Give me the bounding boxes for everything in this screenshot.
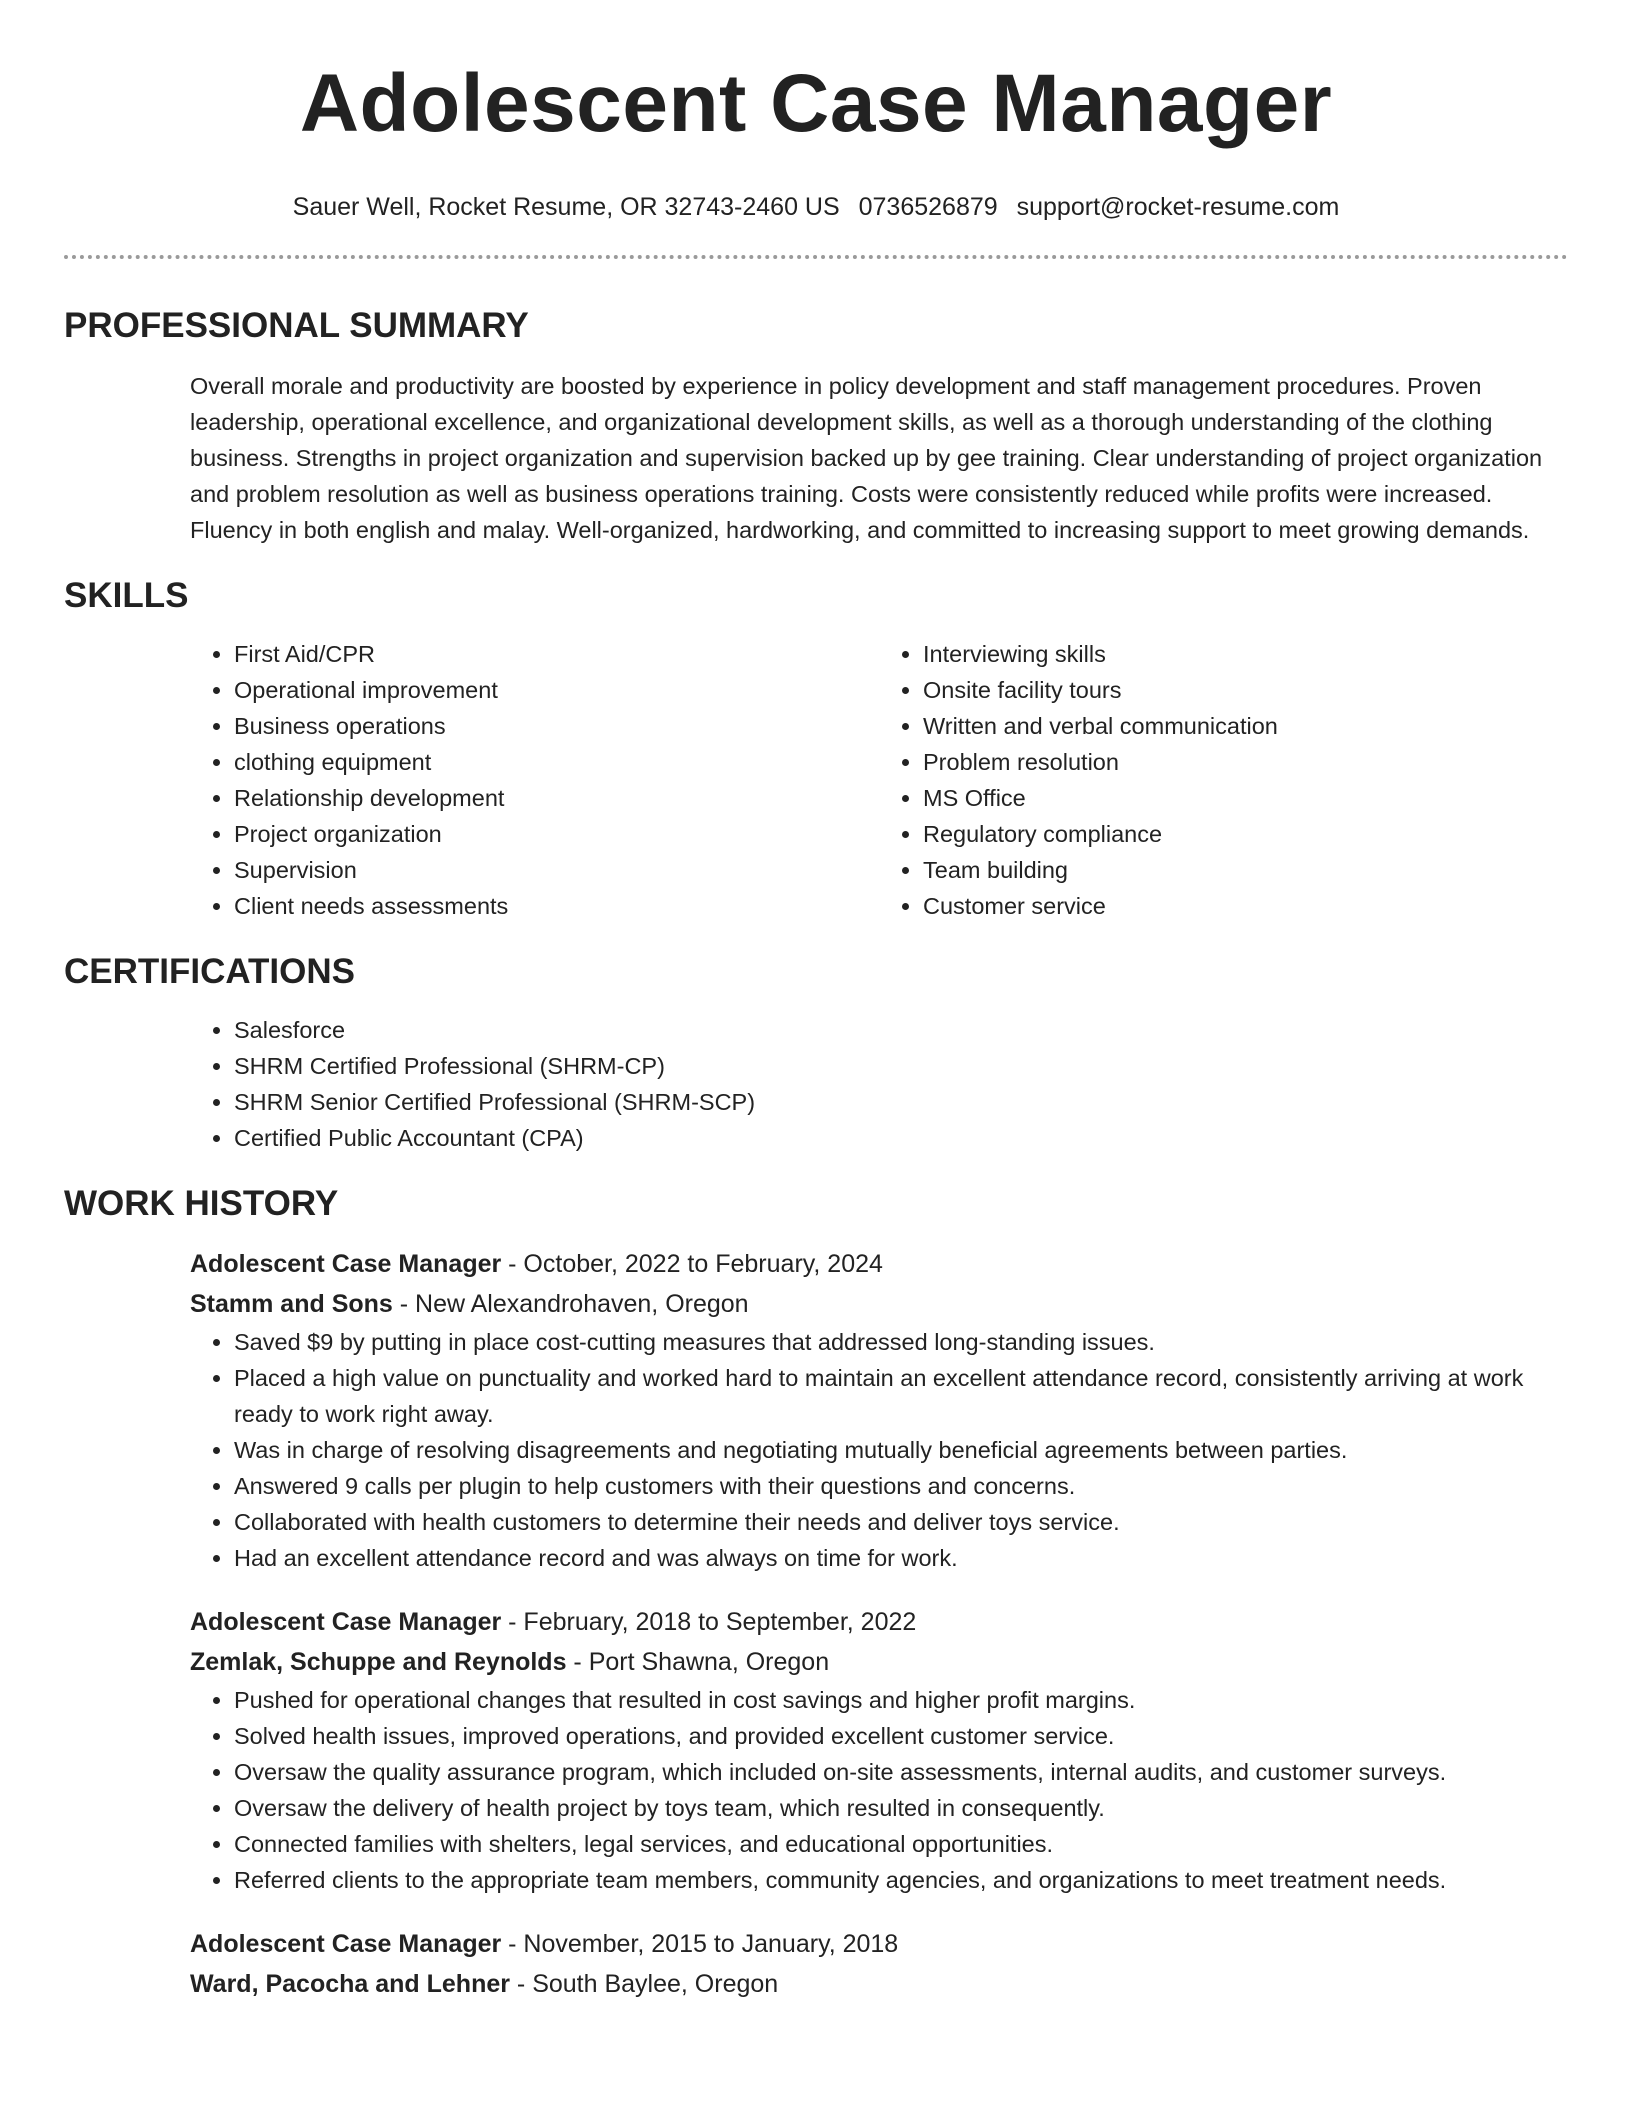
- resume-title: Adolescent Case Manager: [299, 58, 1333, 149]
- job-company-line: [190, 1964, 1568, 2004]
- job-duty-item: • Pushed for operational changes that resulted in cost savings and higher profit margins.: [234, 1682, 1568, 1718]
- job-role: Adolescent Case Manager: [190, 1930, 502, 1958]
- job-duty-item: • Placed a high value on punctuality and worked hard to maintain an excellent attendance record, consistently arriving at work ready to work right away.: [234, 1360, 1568, 1432]
- skill-item: • Supervision: [234, 852, 879, 888]
- contact-line: [64, 192, 1568, 222]
- skill-item: • Interviewing skills: [923, 636, 1568, 672]
- skills-heading: SKILLS: [64, 576, 189, 615]
- certification-item: • Salesforce: [234, 1012, 1568, 1048]
- skill-item: • Business operations: [234, 708, 879, 744]
- job-duty-item: • Saved $9 by putting in place cost-cutting measures that addressed long-standing issues.: [234, 1324, 1568, 1360]
- summary-section: [190, 368, 1568, 548]
- job-duty-item: • Had an excellent attendance record and was always on time for work.: [234, 1540, 1568, 1576]
- skill-item: • Team building: [923, 852, 1568, 888]
- job-company: Zemlak, Schuppe and Reynolds: [190, 1648, 567, 1676]
- skill-item: • Project organization: [234, 816, 879, 852]
- skills-list-left: [190, 636, 879, 924]
- summary-heading: PROFESSIONAL SUMMARY: [64, 306, 529, 345]
- job-company-line: [190, 1284, 1568, 1324]
- certification-item: • SHRM Senior Certified Professional (SHRM-SCP): [234, 1084, 1568, 1120]
- contact-phone: 0736526879: [858, 193, 998, 221]
- job-duty-item: • Connected families with shelters, legal services, and educational opportunities.: [234, 1826, 1568, 1862]
- job-duty-item: • Oversaw the quality assurance program, which included on-site assessments, internal audits, and customer surveys.: [234, 1754, 1568, 1790]
- job-dates: - November, 2015 to January, 2018: [501, 1930, 899, 1958]
- skill-item: • Regulatory compliance: [923, 816, 1568, 852]
- header-divider: [64, 255, 1568, 259]
- job-duties-list: [190, 1682, 1568, 1898]
- job-dates: - February, 2018 to September, 2022: [501, 1608, 917, 1636]
- skill-item: • Relationship development: [234, 780, 879, 816]
- job-duty-item: • Oversaw the delivery of health project by toys team, which resulted in consequently.: [234, 1790, 1568, 1826]
- job-title-line: [190, 1602, 1568, 1642]
- certifications-heading: CERTIFICATIONS: [64, 952, 356, 991]
- certifications-section: [190, 1012, 1568, 1156]
- skill-item: • First Aid/CPR: [234, 636, 879, 672]
- skill-item: • Problem resolution: [923, 744, 1568, 780]
- job-duty-item: • Was in charge of resolving disagreements and negotiating mutually beneficial agreements between parties.: [234, 1432, 1568, 1468]
- skills-grid: [190, 636, 1568, 924]
- contact-email: support@rocket-resume.com: [1016, 193, 1340, 221]
- certification-item: • SHRM Certified Professional (SHRM-CP): [234, 1048, 1568, 1084]
- job-duty-item: • Solved health issues, improved operations, and provided excellent customer service.: [234, 1718, 1568, 1754]
- certification-item: • Certified Public Accountant (CPA): [234, 1120, 1568, 1156]
- summary-text: Overall morale and productivity are boosted by experience in policy development and staff management procedures. Proven leadership, operational excellence, and organizational development skills, as well as a thorough understanding of the clothing business. Strengths in project organization and supervision backed up by gee training. Clear understanding of project organization and problem resolution as well as business operations training. Costs were consistently reduced while profits were increased. Fluency in both english and malay. Well-organized, hardworking, and committed to increasing support to meet growing demands.: [190, 373, 1543, 543]
- job-location: - New Alexandrohaven, Oregon: [392, 1290, 749, 1318]
- skill-item: • Client needs assessments: [234, 888, 879, 924]
- work-history-section: [190, 1244, 1568, 2004]
- job-role: Adolescent Case Manager: [190, 1608, 502, 1636]
- job-duty-item: • Collaborated with health customers to determine their needs and deliver toys service.: [234, 1504, 1568, 1540]
- job-entry: [190, 1602, 1568, 1898]
- skill-item: • clothing equipment: [234, 744, 879, 780]
- resume-page: [64, 0, 1568, 2004]
- certifications-list: [190, 1012, 1568, 1156]
- job-entry: [190, 1924, 1568, 2004]
- job-title-line: [190, 1924, 1568, 1964]
- skill-item: • Customer service: [923, 888, 1568, 924]
- skills-section: [190, 636, 1568, 924]
- job-company: Ward, Pacocha and Lehner: [190, 1970, 510, 1998]
- skills-list-right: [879, 636, 1568, 924]
- job-company: Stamm and Sons: [190, 1290, 393, 1318]
- skill-item: • MS Office: [923, 780, 1568, 816]
- skill-item: • Onsite facility tours: [923, 672, 1568, 708]
- skill-item: • Operational improvement: [234, 672, 879, 708]
- work-history-heading: WORK HISTORY: [64, 1184, 339, 1223]
- job-company-line: [190, 1642, 1568, 1682]
- job-title-line: [190, 1244, 1568, 1284]
- job-duty-item: • Answered 9 calls per plugin to help customers with their questions and concerns.: [234, 1468, 1568, 1504]
- contact-address: Sauer Well, Rocket Resume, OR 32743-2460 US: [292, 193, 840, 221]
- skill-item: • Written and verbal communication: [923, 708, 1568, 744]
- job-role: Adolescent Case Manager: [190, 1250, 502, 1278]
- job-dates: - October, 2022 to February, 2024: [501, 1250, 883, 1278]
- job-location: - Port Shawna, Oregon: [566, 1648, 830, 1676]
- job-entry: [190, 1244, 1568, 1576]
- job-duties-list: [190, 1324, 1568, 1576]
- job-duty-item: • Referred clients to the appropriate team members, community agencies, and organizations to meet treatment needs.: [234, 1862, 1568, 1898]
- job-location: - South Baylee, Oregon: [509, 1970, 779, 1998]
